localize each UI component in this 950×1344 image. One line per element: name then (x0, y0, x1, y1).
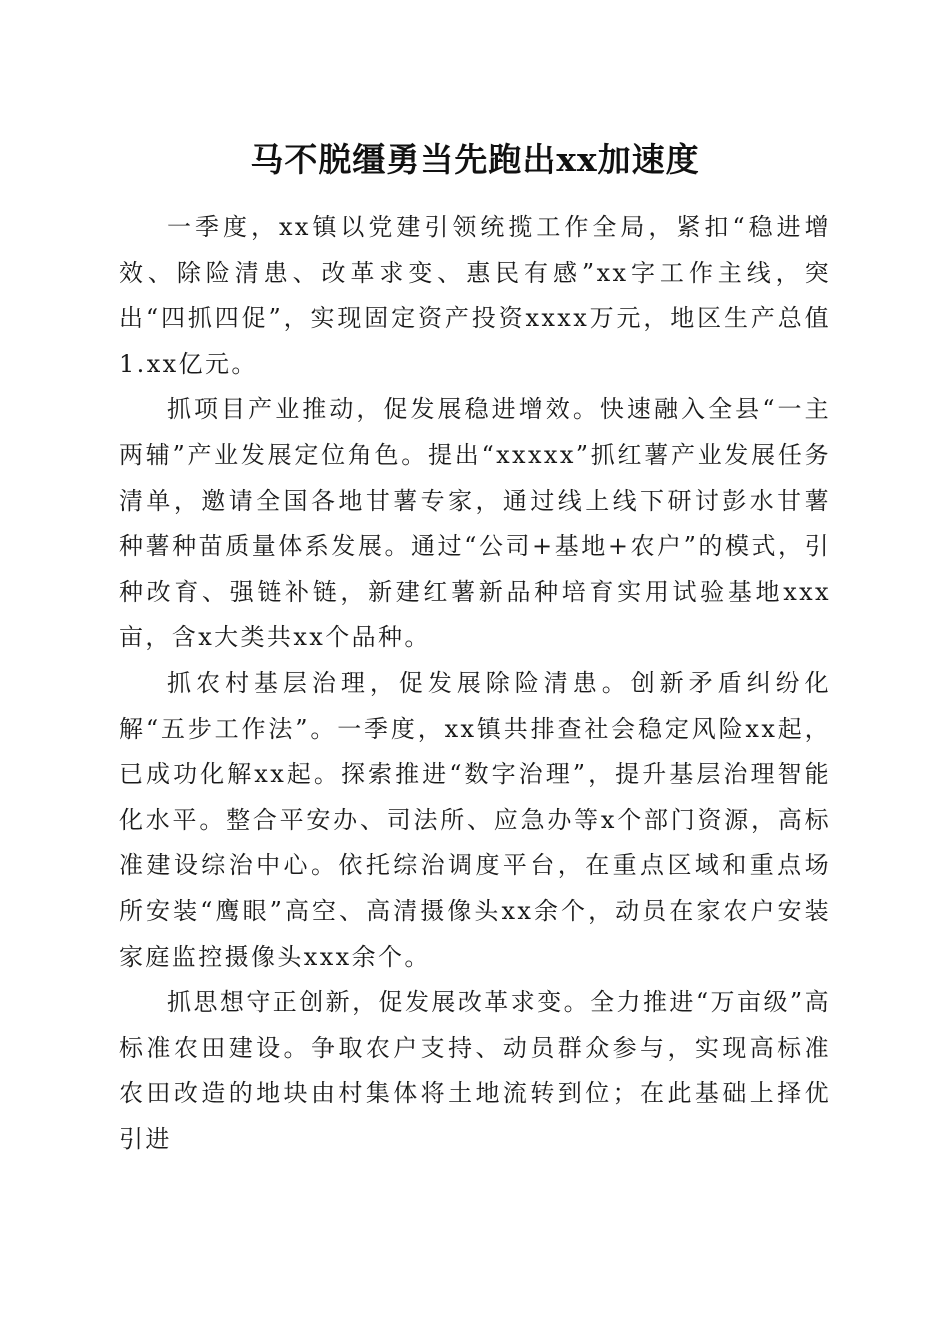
paragraph-summary: 一季度，xx镇以党建引领统揽工作全局，紧扣“稳进增效、除险清患、改革求变、惠民有感”xx字工作主线，突出“四抓四促”，实现固定资产投资xxxx万元，地区生产总值1.xx亿元。 (119, 213, 831, 378)
paragraph-governance: 抓农村基层治理，促发展除险清患。创新矛盾纠纷化解“五步工作法”。一季度，xx镇共排查社会稳定风险xx起，已成功化解xx起。探索推进“数字治理”，提升基层治理智能化水平。整合平安办、司法所、应急办等x个部门资源，高标准建设综治中心。依托综治调度平台，在重点区域和重点场所安装“鹰眼”高空、高清摄像头xx余个，动员在家农户安装家庭监控摄像头xxx余个。 (119, 668, 831, 971)
paragraph-reform: 抓思想守正创新，促发展改革求变。全力推进“万亩级”高标准农田建设。争取农户支持、动员群众参与，实现高标准农田改造的地块由村集体将土地流转到位；在此基础上择优引进 (119, 988, 831, 1153)
paragraph-industry: 抓项目产业推动，促发展稳进增效。快速融入全县“一主两辅”产业发展定位角色。提出“xxxxx”抓红薯产业发展任务清单，邀请全国各地甘薯专家，通过线上线下研讨彭水甘薯种薯种苗质量体系发展。通过“公司+基地+农户”的模式，引种改育、强链补链，新建红薯新品种培育实用试验基地xxx亩，含x大类共xx个品种。 (119, 395, 831, 652)
document-title: 马不脱缰勇当先跑出xx加速度 (250, 140, 700, 179)
document-body (119, 205, 831, 1162)
